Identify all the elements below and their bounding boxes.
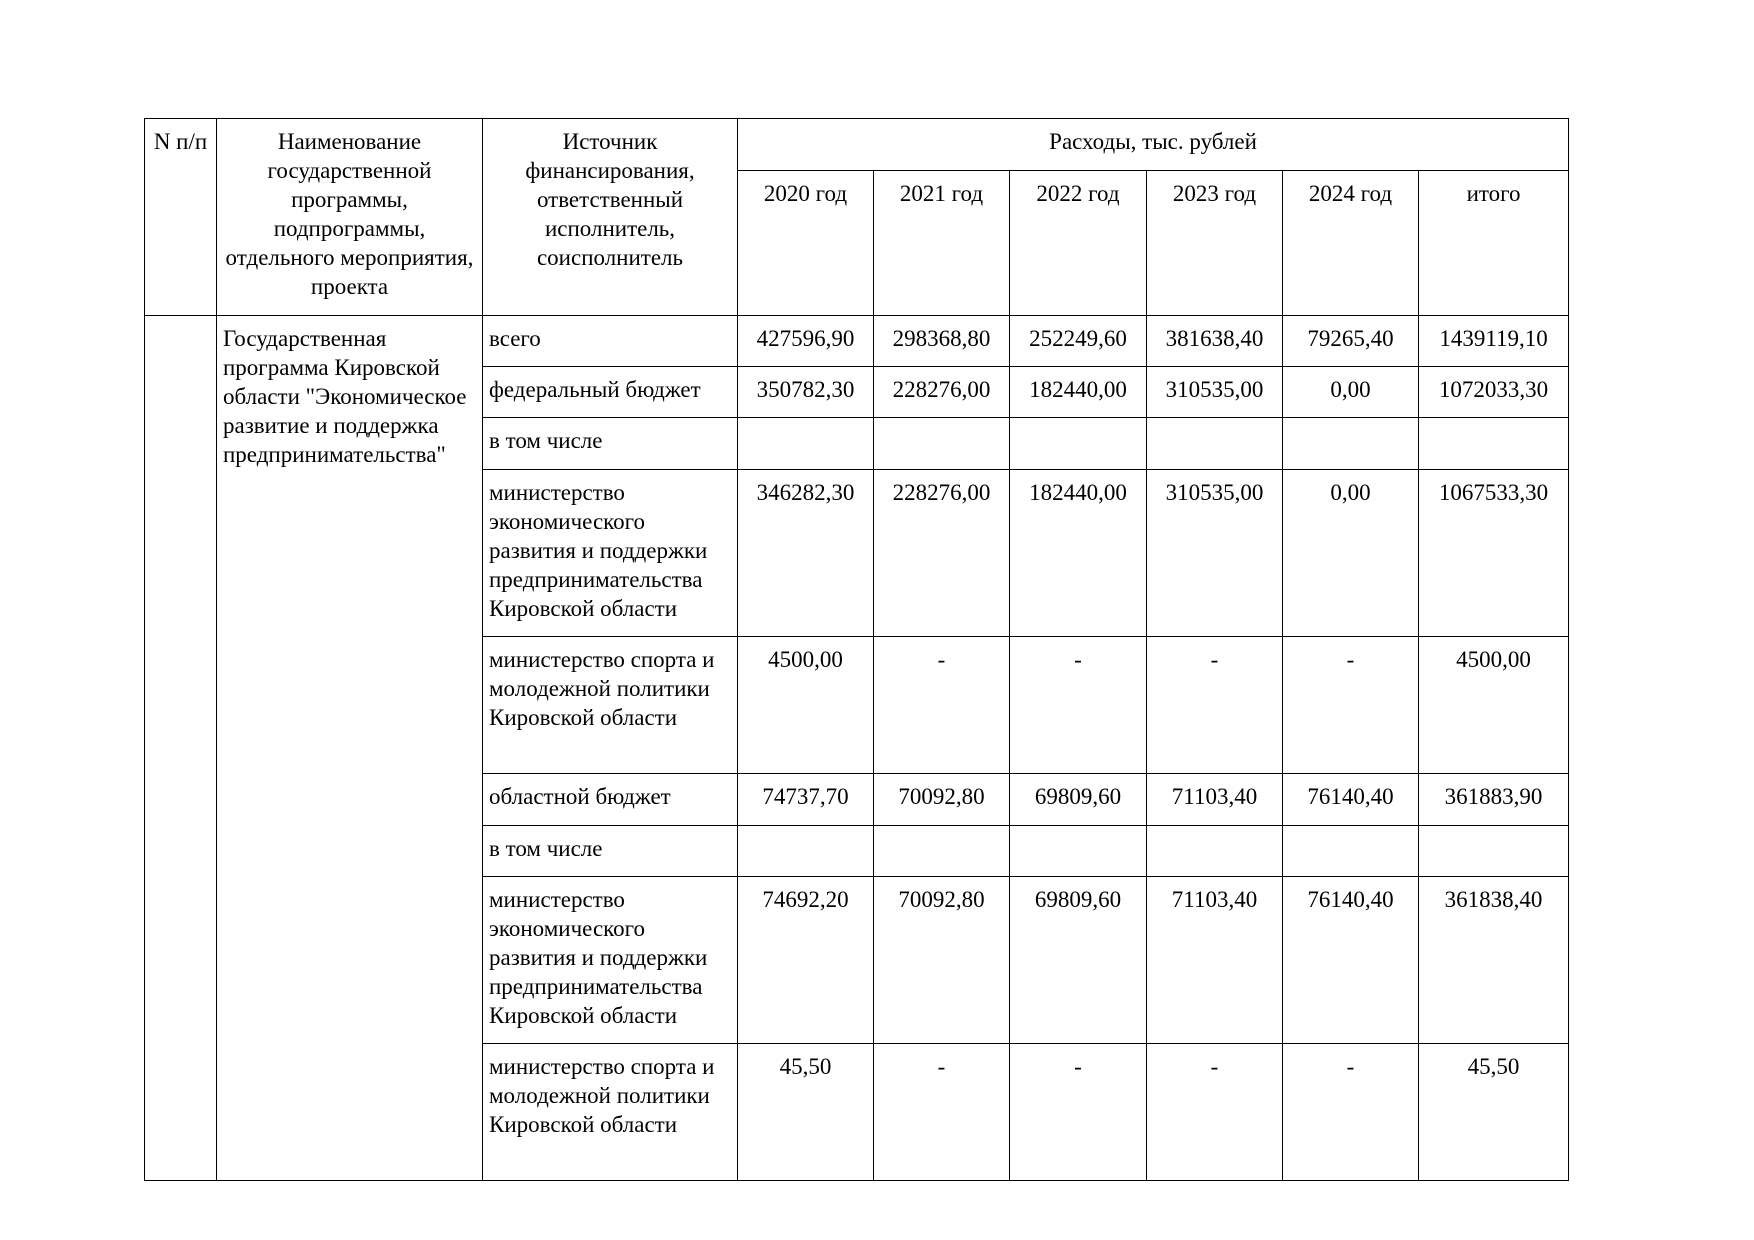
expense-value: 298368,80 bbox=[874, 316, 1010, 367]
header-year: 2022 год bbox=[1010, 171, 1147, 316]
funding-source: областной бюджет bbox=[483, 774, 738, 826]
expense-value bbox=[874, 418, 1010, 470]
expense-value: 4500,00 bbox=[738, 637, 874, 774]
expense-value: - bbox=[1283, 637, 1419, 774]
expense-value: 1072033,30 bbox=[1419, 367, 1569, 418]
expense-value: 182440,00 bbox=[1010, 367, 1147, 418]
expense-value: 228276,00 bbox=[874, 367, 1010, 418]
expense-value: 74692,20 bbox=[738, 877, 874, 1044]
expense-value: 381638,40 bbox=[1147, 316, 1283, 367]
expense-value: 346282,30 bbox=[738, 470, 874, 637]
expense-value: 76140,40 bbox=[1283, 774, 1419, 826]
expense-value bbox=[1419, 826, 1569, 877]
expense-value: - bbox=[1147, 1044, 1283, 1181]
expense-value: 69809,60 bbox=[1010, 877, 1147, 1044]
expense-value: 1439119,10 bbox=[1419, 316, 1569, 367]
expense-value: 252249,60 bbox=[1010, 316, 1147, 367]
program-name: Государственная программа Кировской области "Экономическое развитие и поддержка предпринимательства" bbox=[217, 316, 483, 1181]
header-year: 2023 год bbox=[1147, 171, 1283, 316]
expense-value bbox=[1147, 418, 1283, 470]
expense-value: 71103,40 bbox=[1147, 877, 1283, 1044]
expense-value: 45,50 bbox=[1419, 1044, 1569, 1181]
header-year: 2024 год bbox=[1283, 171, 1419, 316]
expense-value: 76140,40 bbox=[1283, 877, 1419, 1044]
header-row bbox=[145, 119, 1569, 171]
funding-source: в том числе bbox=[483, 826, 738, 877]
expense-value bbox=[1419, 418, 1569, 470]
header-year: итого bbox=[1419, 171, 1569, 316]
expense-value: 45,50 bbox=[738, 1044, 874, 1181]
expense-value: 350782,30 bbox=[738, 367, 874, 418]
expense-value bbox=[1010, 418, 1147, 470]
expense-value: 310535,00 bbox=[1147, 367, 1283, 418]
expense-value: - bbox=[1010, 1044, 1147, 1181]
expense-value: 4500,00 bbox=[1419, 637, 1569, 774]
table-row bbox=[145, 316, 1569, 367]
expense-value: 310535,00 bbox=[1147, 470, 1283, 637]
expense-value: 0,00 bbox=[1283, 470, 1419, 637]
expense-value: 361838,40 bbox=[1419, 877, 1569, 1044]
budget-table bbox=[144, 118, 1569, 1181]
header-name: Наименование государственной программы, подпрограммы, отдельного мероприятия, проекта bbox=[217, 119, 483, 316]
expense-value: 182440,00 bbox=[1010, 470, 1147, 637]
expense-value: - bbox=[1147, 637, 1283, 774]
header-source: Источник финансирования, ответственный исполнитель, соисполнитель bbox=[483, 119, 738, 316]
expense-value: 0,00 bbox=[1283, 367, 1419, 418]
header-expenses: Расходы, тыс. рублей bbox=[738, 119, 1569, 171]
expense-value bbox=[1283, 418, 1419, 470]
header-year: 2021 год bbox=[874, 171, 1010, 316]
expense-value: 1067533,30 bbox=[1419, 470, 1569, 637]
expense-value bbox=[738, 418, 874, 470]
expense-value: - bbox=[874, 637, 1010, 774]
funding-source: всего bbox=[483, 316, 738, 367]
funding-source: министерство экономического развития и поддержки предпринимательства Кировской области bbox=[483, 470, 738, 637]
funding-source: министерство экономического развития и поддержки предпринимательства Кировской области bbox=[483, 877, 738, 1044]
expense-value: 70092,80 bbox=[874, 774, 1010, 826]
expense-value: - bbox=[1283, 1044, 1419, 1181]
expense-value: 69809,60 bbox=[1010, 774, 1147, 826]
funding-source: министерство спорта и молодежной политики Кировской области bbox=[483, 1044, 738, 1181]
funding-source: министерство спорта и молодежной политики Кировской области bbox=[483, 637, 738, 774]
funding-source: в том числе bbox=[483, 418, 738, 470]
expense-value: 74737,70 bbox=[738, 774, 874, 826]
expense-value bbox=[1147, 826, 1283, 877]
header-num: N п/п bbox=[145, 119, 217, 316]
expense-value: 361883,90 bbox=[1419, 774, 1569, 826]
expense-value: 427596,90 bbox=[738, 316, 874, 367]
expense-value bbox=[1283, 826, 1419, 877]
expense-value: - bbox=[1010, 637, 1147, 774]
expense-value: 71103,40 bbox=[1147, 774, 1283, 826]
header-year: 2020 год bbox=[738, 171, 874, 316]
funding-source: федеральный бюджет bbox=[483, 367, 738, 418]
expense-value: 228276,00 bbox=[874, 470, 1010, 637]
expense-value: 79265,40 bbox=[1283, 316, 1419, 367]
expense-value bbox=[1010, 826, 1147, 877]
expense-value bbox=[738, 826, 874, 877]
expense-value: 70092,80 bbox=[874, 877, 1010, 1044]
expense-value bbox=[874, 826, 1010, 877]
expense-value: - bbox=[874, 1044, 1010, 1181]
program-number bbox=[145, 316, 217, 1181]
